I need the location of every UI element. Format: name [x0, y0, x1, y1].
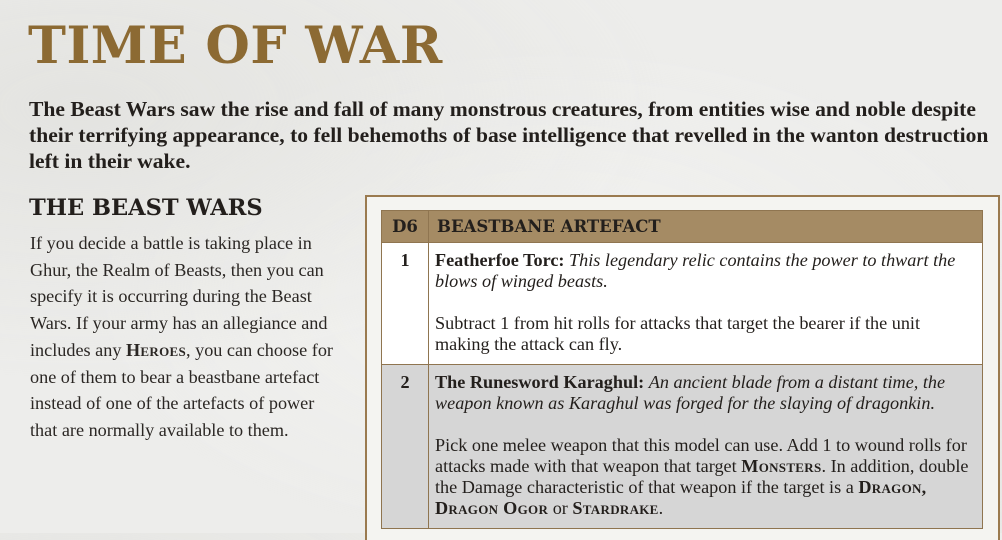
- table-header-artefact: BEASTBANE ARTEFACT: [429, 211, 983, 243]
- artefact-rule: Subtract 1 from hit rolls for attacks that target the bearer if the unit making the attack can fly.: [435, 313, 921, 354]
- table-header-roll: D6: [382, 211, 429, 243]
- section-body-text-1: If you decide a battle is taking place in Ghur, the Realm of Beasts, then you can specify it is occurring during the Beast Wars. If your army has an allegiance and includes any: [30, 233, 328, 360]
- artefact-lead: [435, 250, 972, 292]
- rule-text: .: [658, 498, 664, 518]
- section-body-text-2: , you can choose for one of them to bear a beastbane artefact instead of one of the artefacts of power that are normally available to them.: [30, 339, 333, 440]
- rule-text: . In addition, double the Damage characteristic of that weapon if the target is a: [435, 456, 969, 497]
- artefact-lead: [435, 372, 972, 414]
- keyword-heroes: Heroes: [125, 339, 186, 360]
- rule-text: Pick one melee weapon that this model can use. Add 1 to wound rolls for attacks made with that weapon that target: [435, 435, 967, 476]
- keyword-dragon: Dragon, Dragon Ogor: [435, 477, 927, 518]
- intro-paragraph: The Beast Wars saw the rise and fall of many monstrous creatures, from entities wise and noble despite their terrifying appearance, to fell behemoths of base intelligence that revelled in the wanton destruction left in their wake.: [29, 97, 989, 173]
- artefact-flavor: This legendary relic contains the power to thwart the blows of winged beasts.: [435, 250, 956, 291]
- section-title: THE BEAST WARS: [29, 195, 263, 221]
- artefact-description: [429, 365, 983, 529]
- table-row: [382, 243, 983, 365]
- artefact-description: [429, 243, 983, 365]
- roll-value: 1: [382, 243, 429, 365]
- keyword-stardrake: Stardrake: [572, 498, 659, 518]
- page-title: TIME OF WAR: [28, 16, 443, 76]
- artefact-flavor: An ancient blade from a distant time, the weapon known as Karaghul was forged for the slaying of dragonkin.: [435, 372, 946, 413]
- table-row: [382, 365, 983, 529]
- rule-text: or: [548, 498, 573, 518]
- table-header-row: [382, 211, 983, 243]
- artefact-name: The Runesword Karaghul:: [435, 372, 645, 392]
- section-body: [30, 230, 345, 444]
- keyword-monsters: Monsters: [741, 456, 822, 476]
- artefact-name: Featherfoe Torc:: [435, 250, 565, 270]
- artefact-rule: [435, 435, 972, 519]
- artefact-table-frame: [365, 195, 1000, 540]
- roll-value: 2: [382, 365, 429, 529]
- beastbane-artefact-table: [381, 210, 983, 529]
